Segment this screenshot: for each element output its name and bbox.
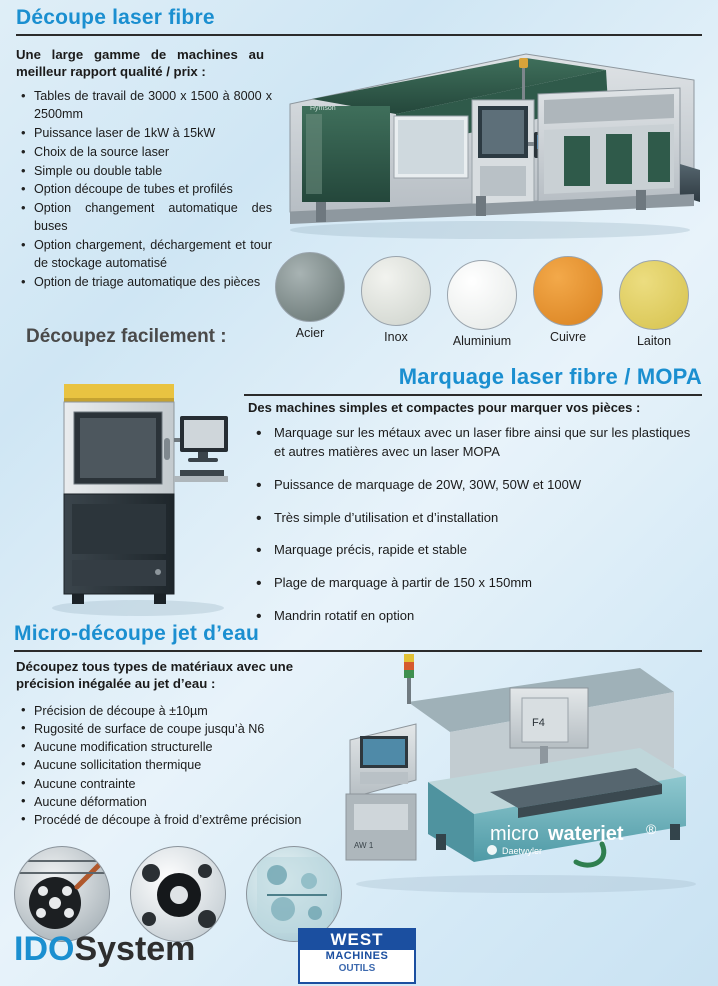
list-item: • Aucune contrainte [20, 775, 360, 793]
footer-brand [14, 930, 195, 969]
list-item: • Marquage sur les métaux avec un laser fibre ainsi que sur les plastiques et autres matières avec un laser MOPA [252, 424, 704, 462]
list-item: • Rugosité de surface de coupe jusqu’à N6 [20, 720, 360, 738]
swatch-aluminium [446, 260, 518, 348]
section-2-divider [244, 394, 702, 396]
footer-brand-part2: System [74, 930, 196, 968]
swatch-disc [533, 256, 603, 326]
logo-bottom-text: OUTILS [338, 963, 376, 974]
list-item: • Aucune modification structurelle [20, 738, 360, 756]
fiber-laser-machine-image [276, 44, 704, 244]
section-1-bullet-list [20, 88, 272, 293]
section-3-title: Micro-découpe jet d’eau [14, 622, 259, 645]
list-item: • Aucune sollicitation thermique [20, 756, 360, 774]
svg-text:Hymson: Hymson [310, 105, 336, 112]
swatch-laiton [618, 260, 690, 348]
machine-brand-sub: Daetwyler [502, 846, 543, 856]
waterjet-machine-image [340, 648, 706, 894]
west-machines-logo [298, 928, 416, 984]
machine-panel-code-text: F4 [532, 717, 545, 729]
swatch-disc [619, 260, 689, 330]
machine-brand-reg: ® [646, 821, 657, 837]
list-item: • Marquage précis, rapide et stable [252, 541, 704, 560]
list-item: • Option de triage automatique des pièces [20, 274, 272, 292]
sample-parts-photos [6, 842, 356, 942]
section-3-header [14, 622, 259, 646]
list-item: • Option découpe de tubes et profilés [20, 181, 272, 199]
section-1-divider [16, 34, 702, 36]
section-1-title: Découpe laser fibre [16, 6, 215, 29]
section-2-title: Marquage laser fibre / MOPA [398, 364, 702, 389]
swatch-label: Cuivre [549, 330, 587, 344]
section-2-bullet-list [252, 424, 704, 640]
swatch-label: Laiton [636, 334, 672, 348]
machine-brand-micro: micro [490, 823, 539, 845]
section-1-subtitle: Découpez facilement : [26, 326, 227, 347]
list-item: • Choix de la source laser [20, 144, 272, 162]
logo-top-text: WEST [300, 930, 414, 950]
list-item: • Option changement automatique des buses [20, 200, 272, 236]
list-item: • Simple ou double table [20, 163, 272, 181]
logo-mid-text: MACHINES [325, 950, 389, 962]
section-1-intro: Une large gamme de machines au meilleur rapport qualité / prix : [16, 47, 264, 80]
footer-brand-part1: IDO [14, 930, 75, 968]
swatch-label: Inox [384, 330, 408, 344]
section-3-bullet-list [20, 702, 360, 829]
swatch-label: Acier [295, 326, 325, 340]
section-1-header [16, 6, 702, 33]
list-item: • Puissance de marquage de 20W, 30W, 50W et 100W [252, 476, 704, 495]
list-item: • Très simple d’utilisation et d’installation [252, 509, 704, 528]
list-item: • Précision de découpe à ±10µm [20, 702, 360, 720]
machine-brand-waterjet: waterjet [548, 823, 624, 845]
swatch-inox [360, 256, 432, 344]
list-item: • Mandrin rotatif en option [252, 607, 704, 626]
swatch-cuivre [532, 256, 604, 344]
list-item: • Plage de marquage à partir de 150 x 150mm [252, 574, 704, 593]
list-item: • Puissance laser de 1kW à 15kW [20, 125, 272, 143]
swatch-disc [275, 252, 345, 322]
list-item: • Procédé de découpe à froid d’extrême précision [20, 811, 360, 829]
list-item: • Tables de travail de 3000 x 1500 à 8000 x 2500mm [20, 88, 272, 124]
list-item: • Aucune déformation [20, 793, 360, 811]
material-swatches [274, 252, 704, 352]
machine-side-code-text: AW 1 [354, 841, 374, 850]
section-2-intro: Des machines simples et compactes pour marquer vos pièces : [248, 400, 641, 415]
swatch-acier [274, 252, 346, 340]
swatch-disc [361, 256, 431, 326]
section-2-header [399, 364, 702, 390]
laser-marking-machine-image [38, 368, 244, 618]
sample-disc-1 [14, 846, 110, 942]
swatch-disc [447, 260, 517, 330]
swatch-label: Aluminium [452, 334, 512, 348]
sample-disc-2 [130, 846, 226, 942]
list-item: • Option chargement, déchargement et tour de stockage automatisé [20, 237, 272, 273]
section-3-intro: Découpez tous types de matériaux avec une précision inégalée au jet d’eau : [16, 659, 294, 692]
